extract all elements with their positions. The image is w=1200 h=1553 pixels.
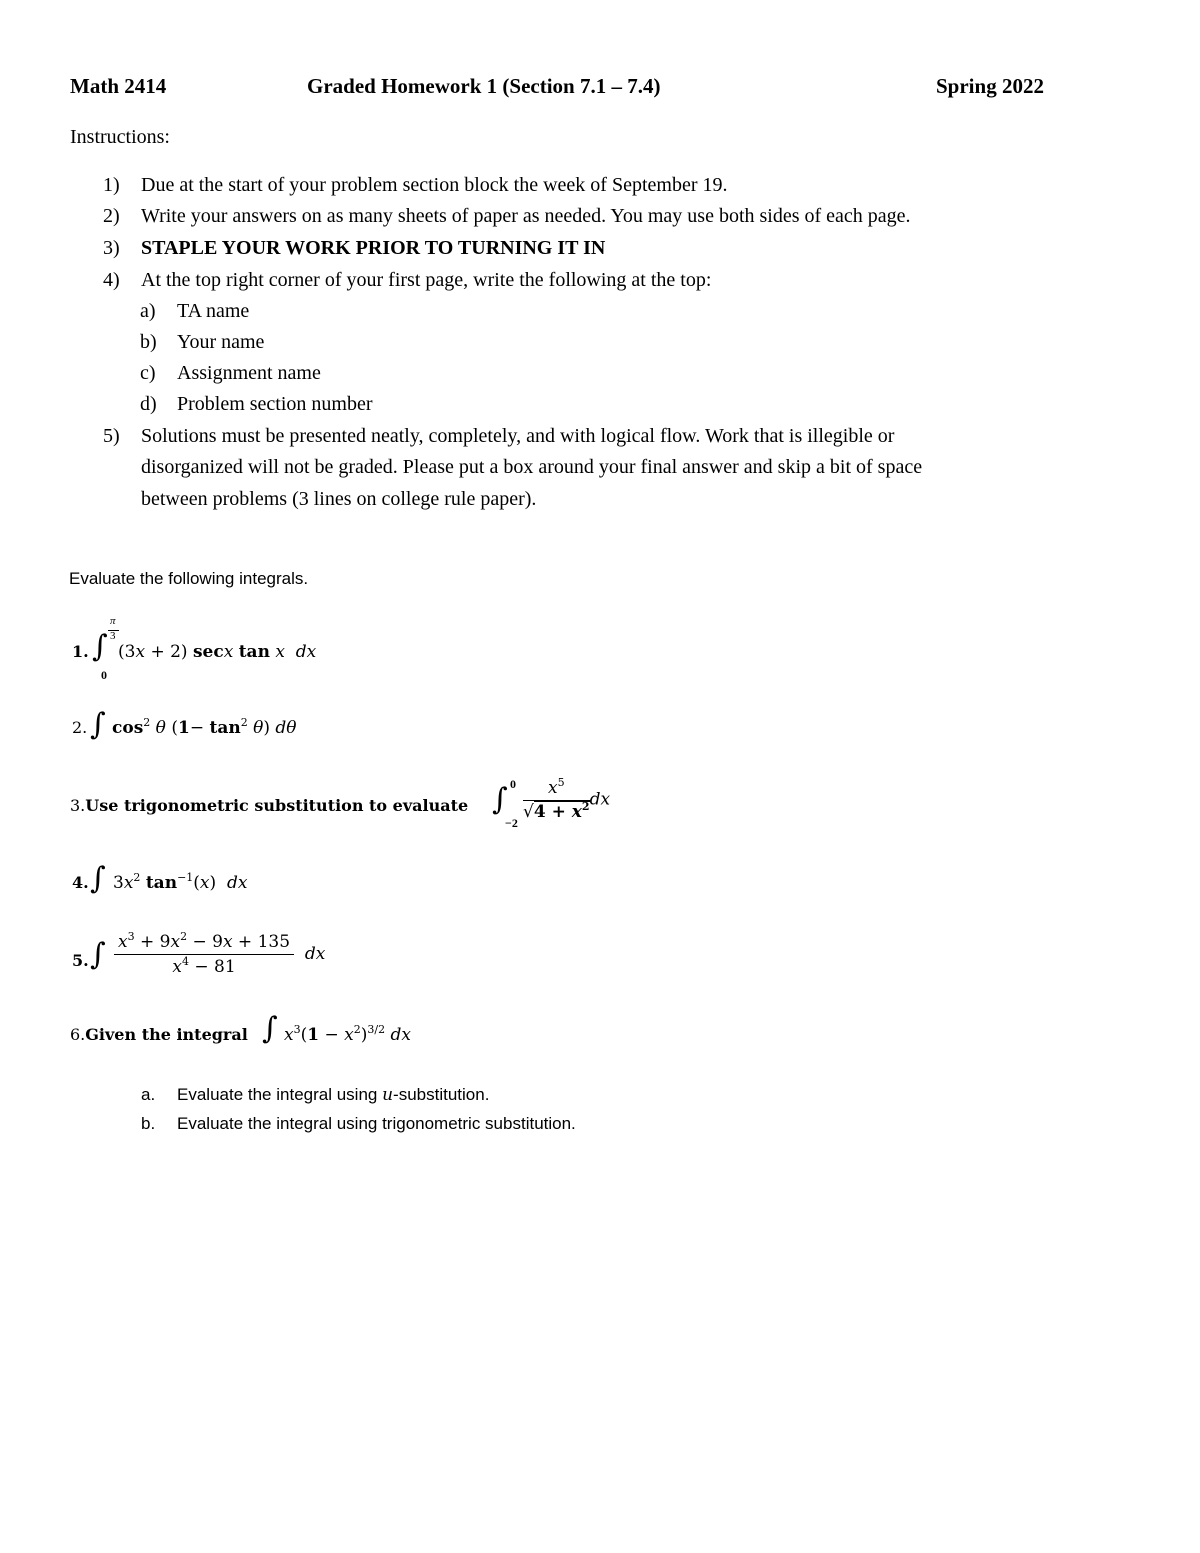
upper-limit: 0 [510,777,516,791]
sub-item-text: TA name [177,300,250,322]
item-text: STAPLE YOUR WORK PRIOR TO TURNING IT IN [141,237,606,259]
item-text: Due at the start of your problem section block the week of September 19. [141,174,728,196]
sub-item-text: Assignment name [177,362,321,384]
term-label: Spring 2022 [936,74,1044,98]
item-text: Solutions must be presented neatly, completely, and with logical flow. Work that is illegible or [141,425,895,447]
sub-item-text: Your name [177,331,265,353]
sub-item-a [140,300,249,323]
problem-1-number: 1. [72,642,89,661]
assignment-title: Graded Homework 1 (Section 7.1 – 7.4) [307,74,661,98]
integral-sign-3: ∫ [492,782,508,817]
problem-6-integrand: $x^3(1 - x^2)^{3/2}$ dx [284,1023,411,1045]
problem-5-number: 5. [72,951,89,970]
sub-item-b [140,331,264,354]
sub-item-d [140,393,373,416]
item-text: At the top right corner of your first page, write the following at the top: [141,269,712,291]
course-code: Math 2414 [70,74,167,98]
problems-prompt: Evaluate the following integrals. [69,569,309,588]
item-number: 5) [103,425,120,447]
upper-limit-denominator: 3 [110,630,116,642]
problem-4-number: 4. [72,873,89,892]
problem-1-integrand: (3x + 2) secx tan x dx [118,642,317,662]
problem-6-part-a: a. Evaluate the integral using u-substitution. [141,1085,490,1105]
sub-item-letter: b) [140,331,157,353]
instruction-item-2 [103,205,911,228]
problem-6-part-b: b. Evaluate the integral using trigonometric substitution. [141,1114,576,1133]
upper-limit-numerator: π [110,615,116,627]
sub-item-text: Problem section number [177,393,373,415]
item-number: 4) [103,269,120,291]
sub-item-letter: c) [140,362,156,384]
problem-2-number: 2. [72,718,88,737]
instruction-item-4 [103,269,711,292]
problem-2-integrand: $\cos^2 \theta$ $(1- \tan^2 \theta)$ dθ [112,716,297,738]
problem-3-integrand: $\frac{x^5}{√4 + x^2}$ dx [523,776,611,822]
problem-4-integrand: $3x^2$ $\tan^{-1}(x)$ dx [113,871,248,893]
item-text: Write your answers on as many sheets of paper as needed. You may use both sides of each page. [141,205,911,227]
instruction-item-3 [103,237,605,260]
integral-sign-2: ∫ [90,707,106,742]
problem-3-number: 3.Use trigonometric substitution to evaluate [70,796,469,815]
item-number: 1) [103,174,120,196]
lower-limit: 0 [101,668,107,682]
problem-5-integrand: $\frac{x^3 + 9x^2 - 9x + 135}{x^4 - 81}$ dx [114,932,325,977]
instruction-item-5 [103,425,894,448]
instruction-item-5-line-2: disorganized will not be graded. Please put a box around your final answer and skip a bit of space [141,456,923,478]
integral-sign-1: ∫ [92,629,108,664]
instruction-item-1 [103,174,728,197]
integral-sign-5: ∫ [90,937,106,972]
sub-item-letter: d) [140,393,157,415]
item-number: 3) [103,237,120,259]
integral-sign-4: ∫ [90,861,106,896]
instructions-label: Instructions: [70,126,170,148]
sub-item-c [140,362,321,385]
item-number: 2) [103,205,120,227]
instruction-item-5-line-3: between problems (3 lines on college rule paper). [141,488,537,510]
problem-6-number: 6.Given the integral [70,1025,248,1044]
lower-limit: −2 [505,816,518,830]
integral-sign-6: ∫ [262,1011,278,1046]
sub-item-letter: a) [140,300,156,322]
